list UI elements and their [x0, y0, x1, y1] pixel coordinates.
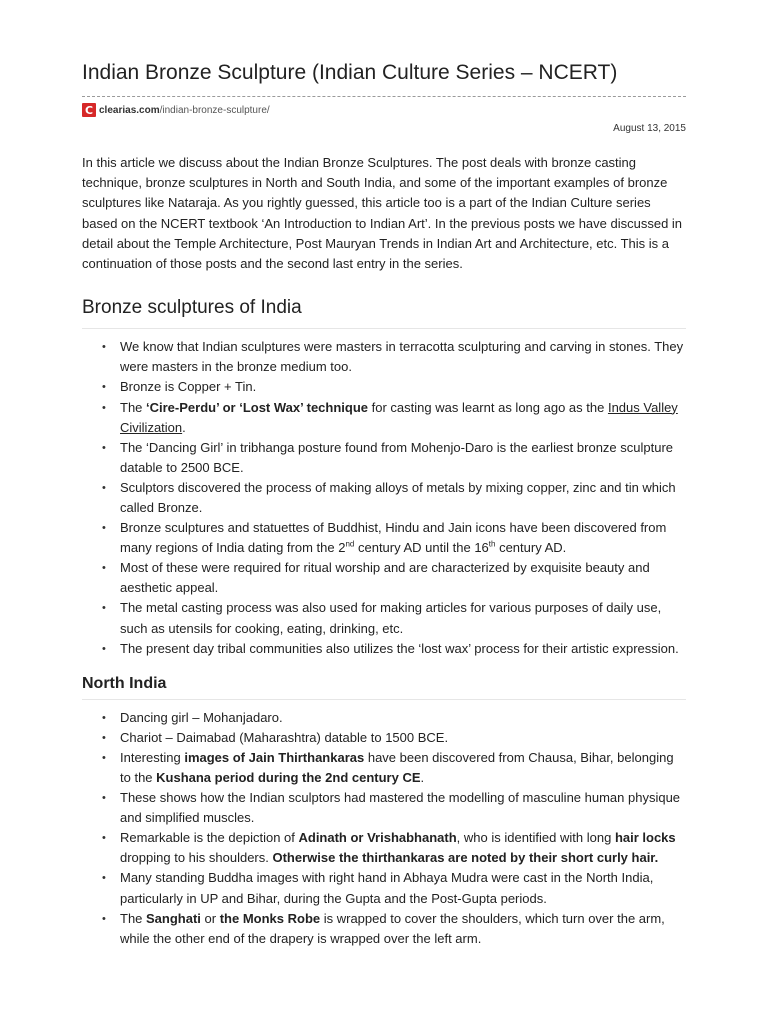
list-item — [102, 518, 686, 558]
text-span: for casting was learnt as long ago as the — [368, 399, 608, 415]
bold-text: Sanghati — [146, 910, 201, 926]
text-span: or — [200, 910, 220, 926]
text-span: century AD. — [495, 540, 567, 556]
list-item: • Dancing girl – Mohanjadaro. — [102, 708, 686, 728]
section-heading-north-india: North India — [82, 673, 686, 700]
list-item: • These shows how the Indian sculptors had mastered the modelling of masculine human physique and simplified muscles. — [102, 788, 686, 828]
publish-date: August 13, 2015 — [613, 123, 686, 134]
text-span: is wrapped to cover the shoulders, which turn over the arm, while the other end of the drapery is wrapped over the left arm. — [120, 910, 665, 946]
text-span: have been discovered from Chausa, Bihar, belonging to the — [120, 749, 674, 785]
superscript: th — [488, 539, 496, 549]
article — [82, 58, 686, 949]
article-title: Indian Bronze Sculpture (Indian Culture Series – NCERT) — [82, 58, 686, 97]
text-span: Bronze sculptures and statuettes of Buddhist, Hindu and Jain icons have been discovered from many regions of India dating from the 2 — [120, 520, 667, 556]
source-domain[interactable]: clearias.com — [99, 104, 160, 116]
list-item — [102, 748, 686, 788]
list-item: • Chariot – Daimabad (Maharashtra) datable to 1500 BCE. — [102, 728, 686, 748]
bold-text: Kushana period during the 2nd century CE — [156, 770, 421, 785]
bold-text: Adinath or Vrishabhanath — [298, 830, 457, 846]
bold-text: the Monks Robe — [219, 910, 321, 926]
list-item: • Most of these were required for ritual worship and are characterized by exquisite beauty and aesthetic appeal. — [102, 558, 686, 598]
bold-text: Otherwise the thirthankaras are noted by their short curly hair. — [272, 850, 659, 866]
text-span: , who is identified with long — [456, 830, 615, 846]
list-item: • Many standing Buddha images with right hand in Abhaya Mudra were cast in the North India, particularly in UP and Bihar, during the Gupta and the Post-Gupta periods. — [102, 868, 686, 908]
list-item: • The metal casting process was also used for making articles for various purposes of daily use, such as utensils for cooking, eating, drinking, etc. — [102, 598, 686, 638]
text-span: . — [420, 770, 425, 785]
list-item — [102, 909, 686, 949]
superscript: nd — [345, 539, 355, 549]
list-item — [102, 828, 686, 868]
bold-text: ‘Cire-Perdu’ or ‘Lost Wax’ technique — [146, 399, 369, 415]
bronze-list — [82, 337, 686, 659]
north-india-list — [82, 708, 686, 949]
text-span: century AD until the 16 — [354, 540, 489, 556]
list-item: • The present day tribal communities also utilizes the ‘lost wax’ process for their artistic expression. — [102, 639, 686, 659]
list-item: • Sculptors discovered the process of making alloys of metals by mixing copper, zinc and tin which called Bronze. — [102, 478, 686, 518]
bold-text: images of Jain Thirthankaras — [184, 749, 365, 765]
text-span: . — [182, 419, 186, 435]
text-span: The — [120, 399, 147, 415]
text-span: The — [120, 910, 147, 926]
text-span: Interesting — [120, 749, 185, 765]
section-heading-bronze: Bronze sculptures of India — [82, 294, 686, 329]
clearias-logo-icon: C — [82, 103, 96, 117]
list-item: • Bronze is Copper + Tin. — [102, 377, 686, 397]
list-item — [102, 398, 686, 438]
list-item: • We know that Indian sculptures were masters in terracotta sculpturing and carving in stones. They were masters in the bronze medium too. — [102, 337, 686, 377]
source-line — [82, 101, 686, 119]
list-item: • The ‘Dancing Girl’ in tribhanga posture found from Mohenjo-Daro is the earliest bronze sculpture datable to 2500 BCE. — [102, 438, 686, 478]
text-span: Remarkable is the depiction of — [120, 830, 299, 846]
intro-paragraph: In this article we discuss about the Indian Bronze Sculptures. The post deals with bronze casting technique, bronze sculptures in North and South India, and some of the important examples of bronze sculptures like Nataraja. As you rightly guessed, this article too is a part of the Indian Culture series based on the NCERT textbook ‘An Introduction to Indian Art’. In the previous posts we have discussed in detail about the Temple Architecture, Post Mauryan Trends in Indian Art and Architecture, etc. This is a continuation of those posts and the second last entry in the series. — [82, 155, 683, 272]
text-span: dropping to his shoulders. — [120, 850, 273, 866]
source-path[interactable]: /indian-bronze-sculpture/ — [159, 104, 270, 116]
indus-valley-link[interactable]: Indus Valley Civilization — [120, 399, 678, 435]
bold-text: hair locks — [614, 830, 676, 846]
